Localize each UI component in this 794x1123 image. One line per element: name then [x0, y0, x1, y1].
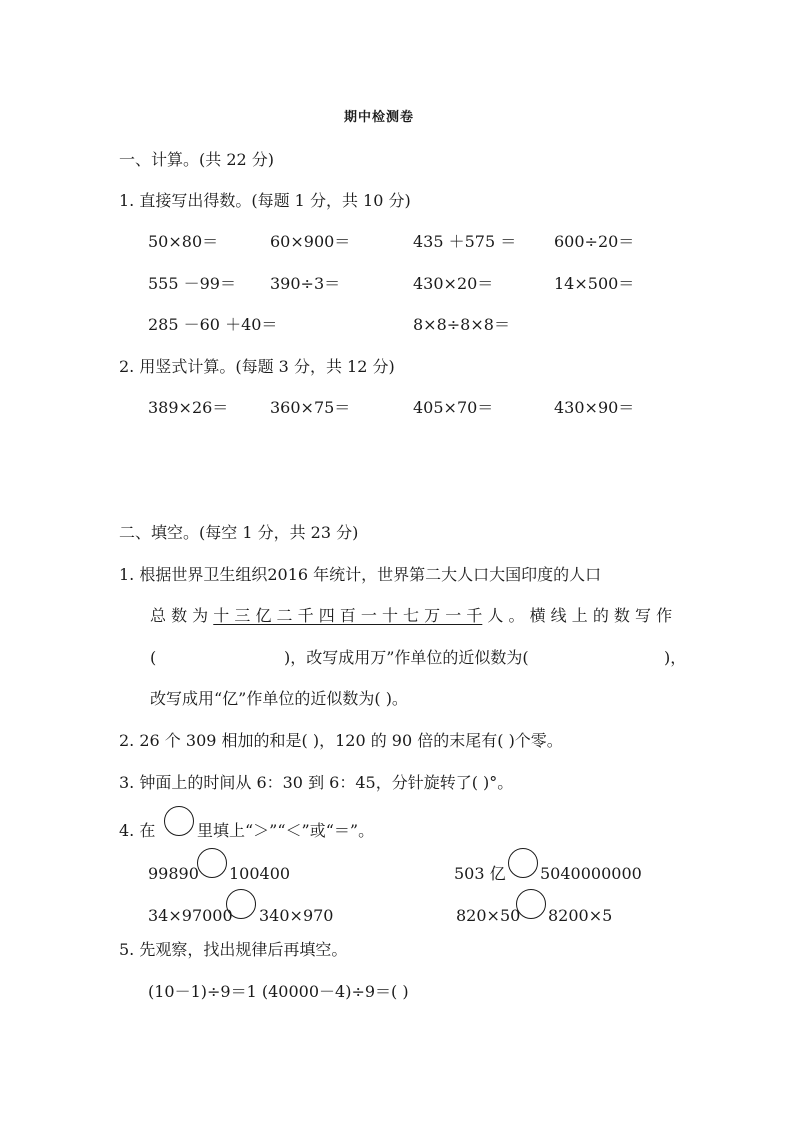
- page-title: 期中检测卷: [344, 110, 415, 125]
- fill-q1-line3-close: )，: [664, 648, 687, 667]
- section1-q2-label: 2. 用竖式计算。(每题 3 分，共 12 分): [119, 357, 395, 376]
- compare-right-b: 8200×5: [548, 906, 613, 925]
- vertical-calc-item: 389×26＝: [148, 398, 229, 417]
- fill-q1-line4: 改写成用“亿”作单位的近似数为( )。: [150, 689, 408, 708]
- compare-circle[interactable]: [516, 889, 546, 919]
- compare-right-a: 820×50: [456, 906, 521, 925]
- vertical-calc-item: 405×70＝: [413, 398, 494, 417]
- compare-circle[interactable]: [226, 889, 256, 919]
- vertical-calc-item: 430×90＝: [554, 398, 635, 417]
- section1-q1-label: 1. 直接写出得数。(每题 1 分，共 10 分): [119, 191, 411, 210]
- calc-item: 8×8÷8×8＝: [413, 315, 510, 334]
- fill-q3: 3. 钟面上的时间从 6：30 到 6：45，分针旋转了( )°。: [119, 773, 514, 792]
- fill-q1-line2-pre: 总 数 为: [150, 606, 214, 625]
- calc-item: 14×500＝: [554, 274, 635, 293]
- fill-q5-line: (10－1)÷9＝1 (40000－4)÷9＝( ): [148, 982, 409, 1001]
- calc-item: 600÷20＝: [554, 232, 635, 251]
- calc-item: 390÷3＝: [270, 274, 341, 293]
- compare-left-a: 99890: [148, 864, 199, 883]
- calc-item: 60×900＝: [270, 232, 351, 251]
- compare-right-a: 503 亿: [454, 864, 506, 883]
- fill-q1-line3-mid: )，改写成用万”作单位的近似数为(: [284, 648, 529, 667]
- compare-left-b: 100400: [229, 864, 291, 883]
- compare-circle[interactable]: [508, 848, 538, 878]
- vertical-calc-item: 360×75＝: [270, 398, 351, 417]
- calc-item: 50×80＝: [148, 232, 219, 251]
- fill-q4-post: 里填上“＞”“＜”或“＝”。: [197, 821, 375, 840]
- fill-q2: 2. 26 个 309 相加的和是( )，120 的 90 倍的末尾有( )个零。: [119, 731, 563, 750]
- calc-item: 430×20＝: [413, 274, 494, 293]
- compare-circle[interactable]: [197, 848, 227, 878]
- underlined-number-words: 十 三 亿 二 千 四 百 一 十 七 万 一 千: [213, 606, 483, 625]
- section1-heading: 一、计算。(共 22 分): [119, 150, 275, 169]
- fill-q1-line2: [150, 606, 672, 626]
- compare-circle-example: [164, 806, 194, 836]
- fill-q1-line1: 1. 根据世界卫生组织2016 年统计，世界第二大人口大国印度的人口: [119, 565, 602, 584]
- compare-left-b: 340×970: [259, 906, 334, 925]
- fill-q4-pre: 4. 在: [119, 821, 156, 840]
- section2-heading: 二、填空。(每空 1 分，共 23 分): [119, 523, 359, 542]
- calc-item: 435 ＋575 ＝: [413, 232, 517, 251]
- fill-q1-line3-open: (: [150, 648, 157, 667]
- compare-left-a: 34×97000: [148, 906, 233, 925]
- fill-q1-line2-post: 人 。 横 线 上 的 数 写 作: [482, 606, 673, 625]
- fill-q5-label: 5. 先观察，找出规律后再填空。: [119, 940, 348, 959]
- calc-item: 285 －60 ＋40＝: [148, 315, 278, 334]
- calc-item: 555 －99＝: [148, 274, 236, 293]
- compare-right-b: 5040000000: [540, 864, 642, 883]
